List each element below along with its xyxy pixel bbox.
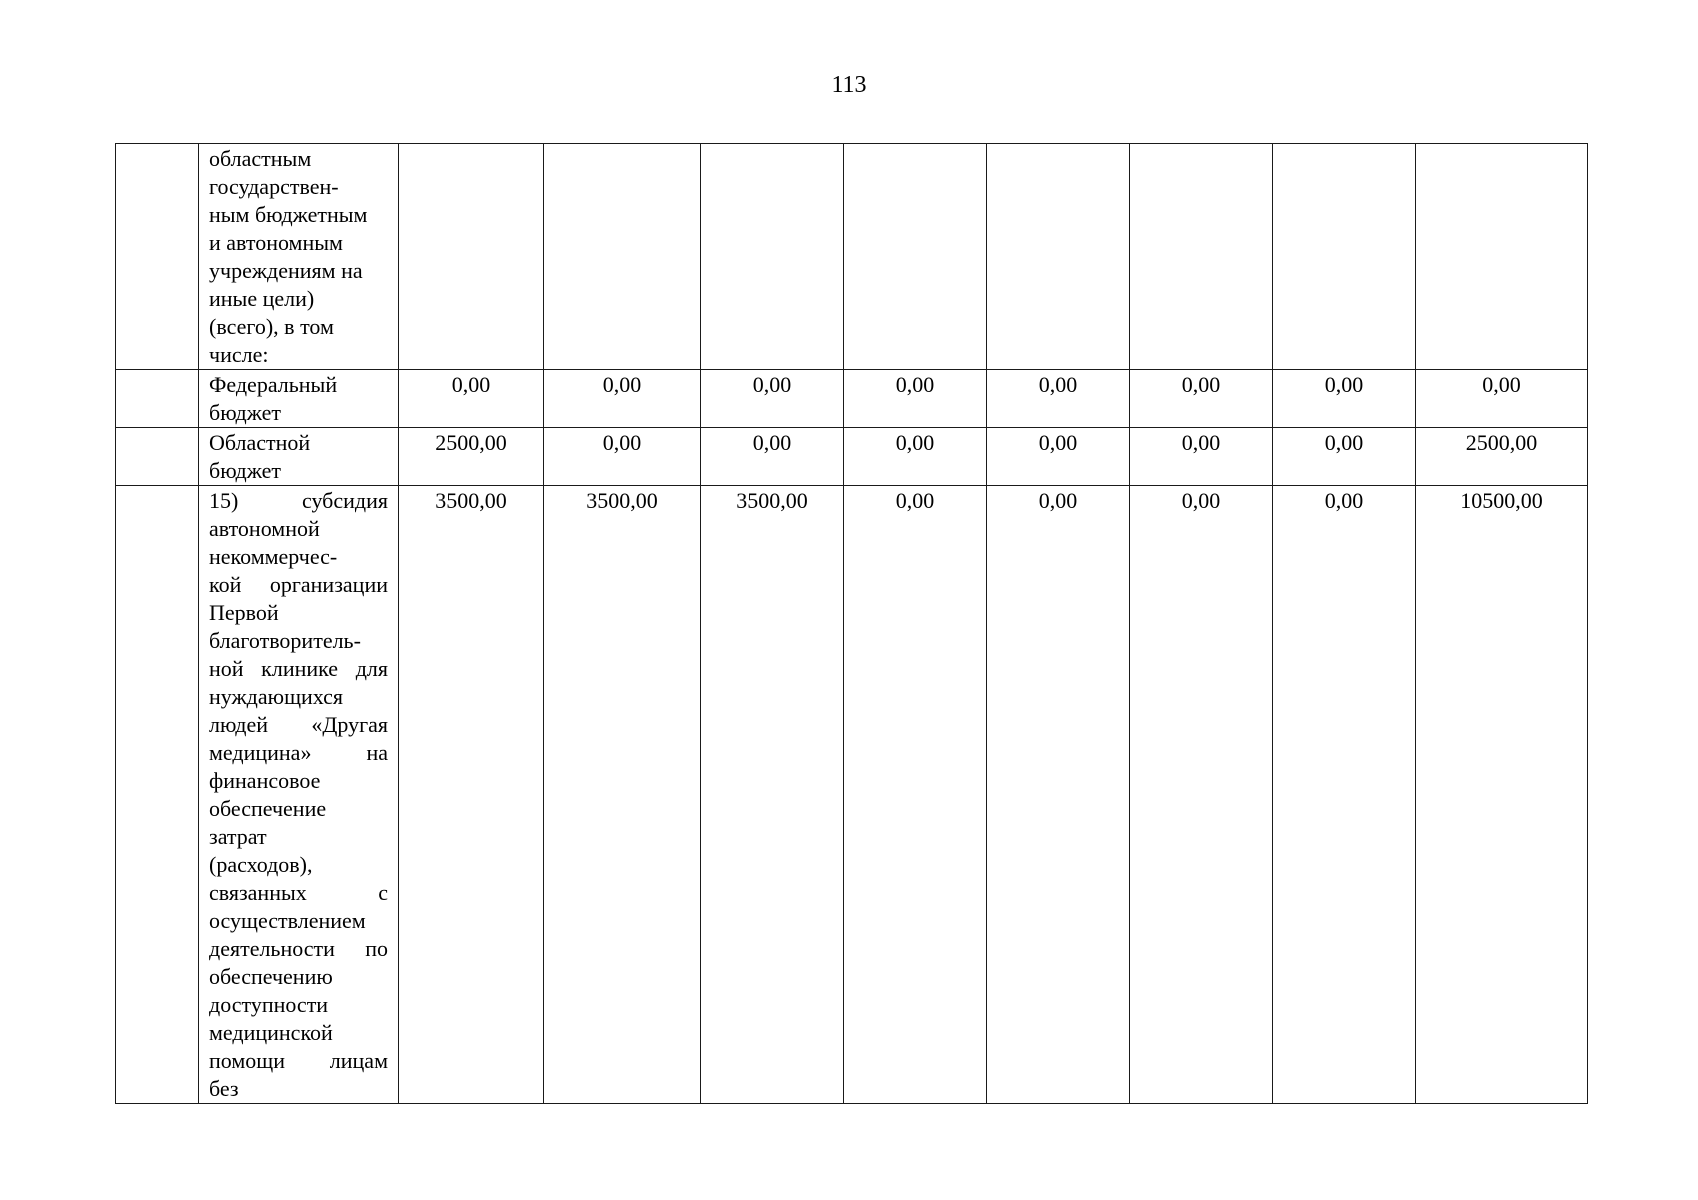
table-row bbox=[116, 428, 1588, 486]
value-cell bbox=[844, 144, 987, 370]
value-cell bbox=[1130, 144, 1273, 370]
total-cell bbox=[1416, 144, 1588, 370]
index-cell bbox=[116, 144, 199, 370]
description-line bbox=[209, 1047, 388, 1075]
description-line bbox=[209, 655, 388, 683]
word: ной bbox=[209, 656, 244, 681]
word: 15) bbox=[209, 488, 239, 513]
description-line: Первой bbox=[209, 600, 279, 625]
budget-table bbox=[115, 143, 1588, 1104]
table-row bbox=[116, 144, 1588, 370]
word: связанных bbox=[209, 880, 307, 905]
word: людей bbox=[209, 712, 269, 737]
value-cell bbox=[987, 144, 1130, 370]
description-line: обеспечение bbox=[209, 796, 327, 821]
value-cell: 0,00 bbox=[544, 428, 701, 486]
value-cell bbox=[1273, 144, 1416, 370]
description-line: учреждениям на bbox=[209, 258, 363, 283]
word: для bbox=[355, 656, 388, 681]
value-cell: 0,00 bbox=[987, 428, 1130, 486]
description-cell bbox=[199, 370, 399, 428]
value-cell bbox=[544, 144, 701, 370]
word: на bbox=[366, 740, 388, 765]
word: кой bbox=[209, 572, 242, 597]
value-cell: 0,00 bbox=[1130, 486, 1273, 1104]
description-line: Федеральный bbox=[209, 372, 338, 397]
value-cell bbox=[701, 144, 844, 370]
word: «Другая bbox=[311, 712, 388, 737]
description-line: осуществлением bbox=[209, 908, 366, 933]
value-cell: 0,00 bbox=[844, 370, 987, 428]
word: медицина» bbox=[209, 740, 312, 765]
table-row bbox=[116, 370, 1588, 428]
value-cell bbox=[399, 144, 544, 370]
index-cell bbox=[116, 486, 199, 1104]
description-line bbox=[209, 879, 388, 907]
value-cell: 0,00 bbox=[544, 370, 701, 428]
total-cell: 0,00 bbox=[1416, 370, 1588, 428]
value-cell: 0,00 bbox=[1130, 428, 1273, 486]
value-cell: 2500,00 bbox=[399, 428, 544, 486]
description-line: обеспечению bbox=[209, 964, 333, 989]
table-row bbox=[116, 486, 1588, 1104]
value-cell: 0,00 bbox=[1273, 428, 1416, 486]
description-line bbox=[209, 487, 388, 515]
word: помощи bbox=[209, 1048, 285, 1073]
total-cell: 10500,00 bbox=[1416, 486, 1588, 1104]
total-cell: 2500,00 bbox=[1416, 428, 1588, 486]
description-line: (расходов), bbox=[209, 852, 313, 877]
description-cell bbox=[199, 486, 399, 1104]
word: организации bbox=[269, 572, 388, 597]
value-cell: 0,00 bbox=[399, 370, 544, 428]
value-cell: 0,00 bbox=[701, 370, 844, 428]
description-line: финансовое bbox=[209, 768, 321, 793]
value-cell: 0,00 bbox=[1273, 370, 1416, 428]
description-line bbox=[209, 571, 388, 599]
word: деятельности bbox=[209, 936, 335, 961]
description-line bbox=[209, 739, 388, 767]
description-line: некоммерчес- bbox=[209, 544, 338, 569]
description-line: числе: bbox=[209, 342, 269, 367]
description-line bbox=[209, 935, 388, 963]
word: клинике bbox=[261, 656, 339, 681]
description-line: затрат bbox=[209, 824, 267, 849]
value-cell: 3500,00 bbox=[544, 486, 701, 1104]
value-cell: 3500,00 bbox=[399, 486, 544, 1104]
description-cell bbox=[199, 428, 399, 486]
description-line: автономной bbox=[209, 516, 320, 541]
description-line: ным бюджетным bbox=[209, 202, 368, 227]
value-cell: 0,00 bbox=[987, 370, 1130, 428]
description-line: благотворитель- bbox=[209, 628, 361, 653]
value-cell: 3500,00 bbox=[701, 486, 844, 1104]
word: с bbox=[378, 880, 388, 905]
description-line: (всего), в том bbox=[209, 314, 334, 339]
value-cell: 0,00 bbox=[844, 486, 987, 1104]
value-cell: 0,00 bbox=[1130, 370, 1273, 428]
description-line: бюджет bbox=[209, 458, 281, 483]
description-line: бюджет bbox=[209, 400, 281, 425]
value-cell: 0,00 bbox=[987, 486, 1130, 1104]
page-number: 113 bbox=[831, 72, 867, 98]
description-line: Областной bbox=[209, 430, 311, 455]
description-line: нуждающихся bbox=[209, 684, 344, 709]
description-line: доступности bbox=[209, 992, 329, 1017]
description-cell bbox=[199, 144, 399, 370]
description-line: иные цели) bbox=[209, 286, 315, 311]
description-line: и автономным bbox=[209, 230, 343, 255]
description-line bbox=[209, 711, 388, 739]
value-cell: 0,00 bbox=[1273, 486, 1416, 1104]
word: по bbox=[365, 936, 388, 961]
value-cell: 0,00 bbox=[844, 428, 987, 486]
description-line: областным bbox=[209, 146, 312, 171]
word: лицам bbox=[329, 1048, 388, 1073]
description-line: без bbox=[209, 1076, 239, 1101]
description-line: государствен- bbox=[209, 174, 339, 199]
index-cell bbox=[116, 428, 199, 486]
value-cell: 0,00 bbox=[701, 428, 844, 486]
word: субсидия bbox=[301, 488, 388, 513]
index-cell bbox=[116, 370, 199, 428]
description-line: медицинской bbox=[209, 1020, 333, 1045]
